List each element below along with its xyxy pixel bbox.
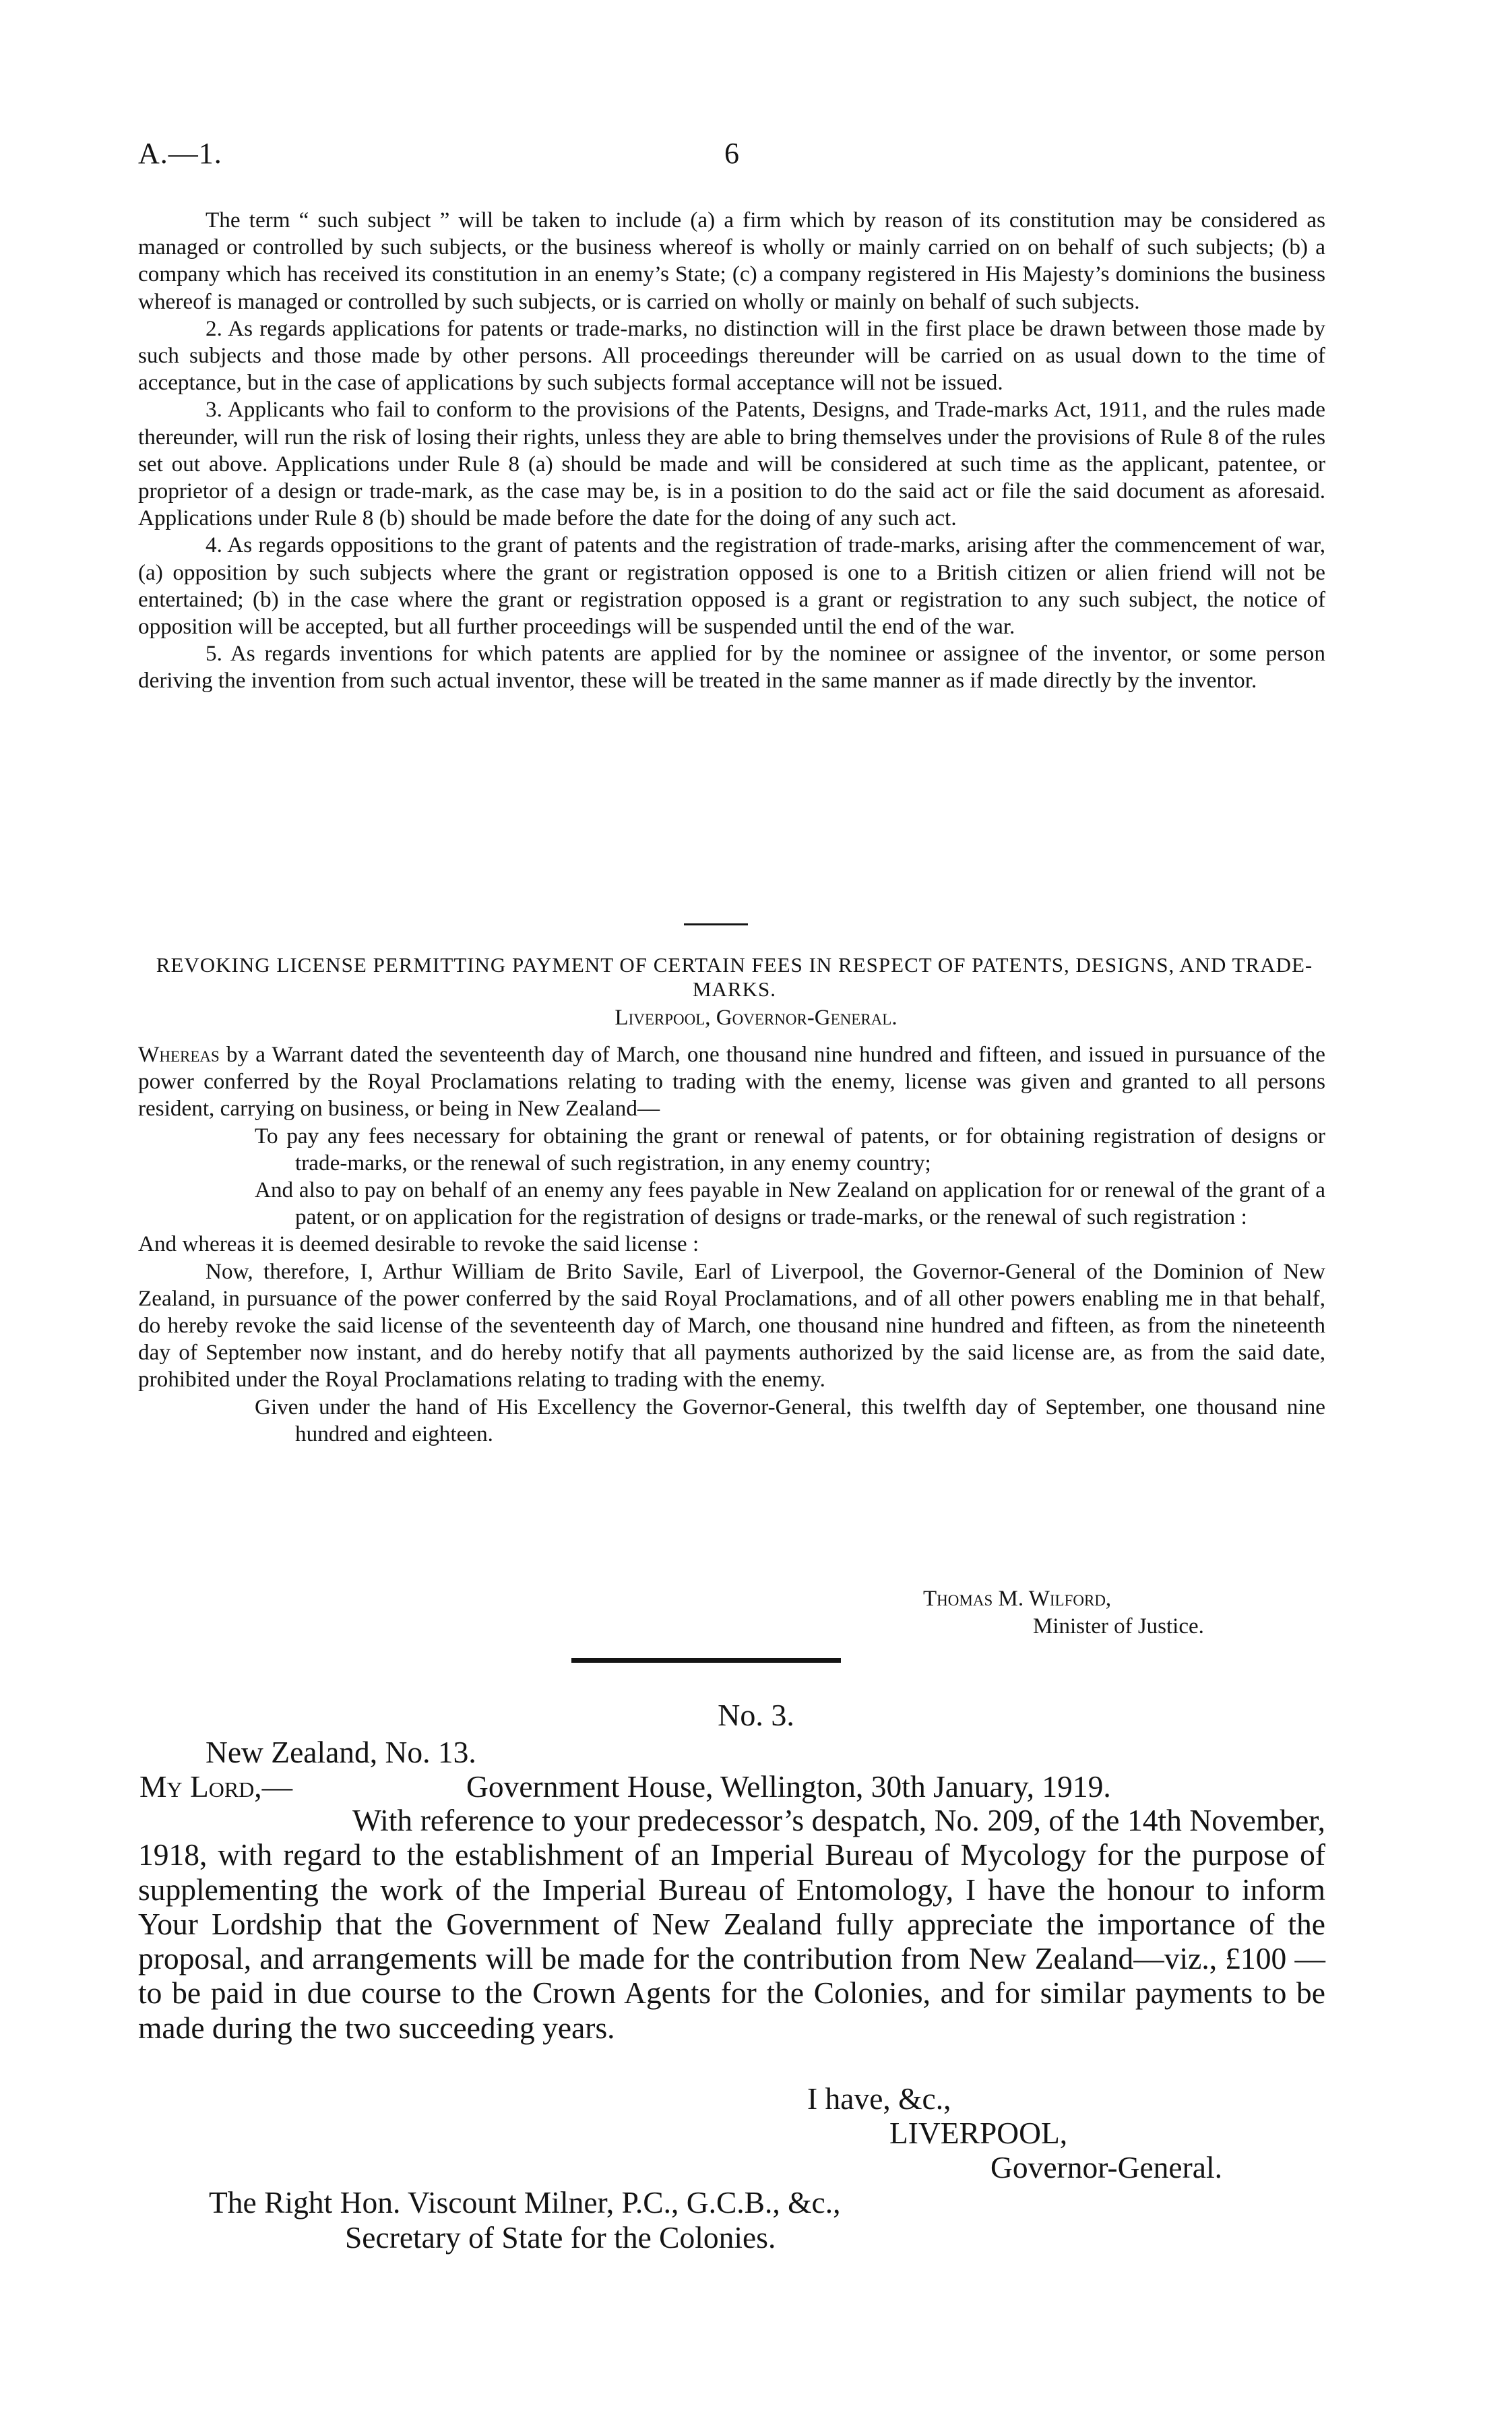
addressee-title: Secretary of State for the Colonies. <box>345 2220 776 2255</box>
governor-line: Liverpool, Governor-General. <box>615 1006 897 1030</box>
section-divider <box>684 923 748 925</box>
addressee: The Right Hon. Viscount Milner, P.C., G.C.B., &c., <box>209 2185 841 2219</box>
whereas-text: by a Warrant dated the seventeenth day of March, one thousand nine hundred and fifteen, and issued in pursuance of the power conferred by the Royal Proclamations relating to trading with the enemy, license was given and granted to all persons resident, carrying on business, or being in New Zealand— <box>138 1042 1325 1122</box>
signatory-name: Thomas M. Wilford, <box>923 1587 1112 1611</box>
paragraph: 5. As regards inventions for which patents are applied for by the nominee or assignee of the inventor, or some person deriving the invention from such actual inventor, these will be treated in the same manner as if made directly by the inventor. <box>138 641 1325 694</box>
page-number: 6 <box>724 137 739 170</box>
sender-title: Governor-General. <box>990 2150 1222 2184</box>
now-therefore: Now, therefore, I, Arthur William de Brito Savile, Earl of Liverpool, the Governor-General of the Dominion of New Zealand, in pursuance of the power conferred by the said Royal Proclamations, and of all other powers enabling me in that behalf, do hereby revoke the said license of the seventeenth day of March, one thousand nine hundred and fifteen, as from the nineteenth day of September now instant, and do hereby notify that all payments authorized by the said license are, as from the said date, prohibited under the Royal Proclamations relating to trading with the enemy. <box>138 1258 1325 1392</box>
license-item-two: And also to pay on behalf of an enemy any fees payable in New Zealand on application for or renewal of the grant of a patent, or on application for the registration of designs or trade-marks, or the renewal of such registration : <box>255 1177 1325 1230</box>
paragraph: 4. As regards oppositions to the grant of patents and the registration of trade-marks, arising after the commencement of war, (a) opposition by such subjects where the grant or registration opposed is one to a British citizen or alien friend will not be entertained; (b) in the case where the grant or registration opposed is a grant or registration to any such subject, the notice of opposition will be accepted, but all further proceedings will be suspended until the end of the war. <box>138 532 1325 640</box>
whereas-lead: Whereas <box>138 1042 220 1067</box>
whereas-paragraph <box>138 1041 1325 1123</box>
revocation-body <box>138 1041 1325 1448</box>
given-clause: Given under the hand of His Excellency the Governor-General, this twelfth day of September, one thousand nine hundred and eighteen. <box>255 1394 1325 1446</box>
page-header <box>138 136 1377 177</box>
paragraph: 3. Applicants who fail to conform to the provisions of the Patents, Designs, and Trade-marks Act, 1911, and the rules made thereunder, will run the risk of losing their rights, unless they are able to bring themselves under the provisions of Rule 8 of the rules set out above. Applications under Rule 8 (a) should be made and will be considered at such time as the applicant, patentee, or proprietor of a design or trade-mark, as the case may be, is in a position to do the said act or file the said document as aforesaid. Applications under Rule 8 (b) should be made before the date for the doing of any such act. <box>138 397 1325 531</box>
sender-name: LIVERPOOL, <box>889 2116 1068 2150</box>
place-date: Government House, Wellington, 30th January, 1919. <box>466 1769 1111 1804</box>
closing: I have, &c., <box>807 2081 951 2116</box>
license-item-one: To pay any fees necessary for obtaining the grant or renewal of patents, or for obtaining registration of designs or trade-marks, or the renewal of such registration, in any enemy country; <box>255 1123 1325 1175</box>
revocation-title: REVOKING LICENSE PERMITTING PAYMENT OF CERTAIN FEES IN RESPECT OF PATENTS, DESIGNS, AND TRADE-MARKS. <box>156 953 1313 1001</box>
despatch-number: No. 3. <box>718 1698 794 1732</box>
despatch-reference: New Zealand, No. 13. <box>206 1735 476 1769</box>
series-label: A.—1. <box>138 137 222 170</box>
paragraph: 2. As regards applications for patents or trade-marks, no distinction will in the first place be drawn between those made by such subjects and those made by other persons. All proceedings thereunder will be carried on as usual down to the time of acceptance, but in the case of applications by such subjects formal acceptance will not be issued. <box>138 315 1325 396</box>
patent-rules-section <box>138 207 1325 695</box>
body-paragraph: With reference to your predecessor’s despatch, No. 209, of the 14th November, 1918, with regard to the establishment of an Imperial Bureau of Mycology for the purpose of supplementing the work of the Imperial Bureau of Entomology, I have the honour to inform Your Lordship that the Government of New Zealand fully appreciate the importance of the proposal, and arrangements will be made for the contribution from New Zealand—viz., £100 —to be paid in due course to the Crown Agents for the Colonies, and for similar payments to be made during the two succeeding years. <box>138 1803 1325 2045</box>
despatch-body <box>138 1803 1325 2045</box>
salutation: My Lord,— <box>139 1769 293 1804</box>
signatory-title: Minister of Justice. <box>1033 1614 1204 1639</box>
section-divider-thick <box>571 1658 841 1663</box>
and-whereas: And whereas it is deemed desirable to revoke the said license : <box>138 1231 699 1257</box>
paragraph: The term “ such subject ” will be taken to include (a) a firm which by reason of its constitution may be considered as managed or controlled by such subjects, or the business whereof is wholly or mainly carried on on behalf of such subjects; (b) a company which has received its constitution in an enemy’s State; (c) a company registered in His Majesty’s dominions the business whereof is managed or controlled by such subjects, or is carried on wholly or mainly on behalf of such subjects. <box>138 208 1325 314</box>
